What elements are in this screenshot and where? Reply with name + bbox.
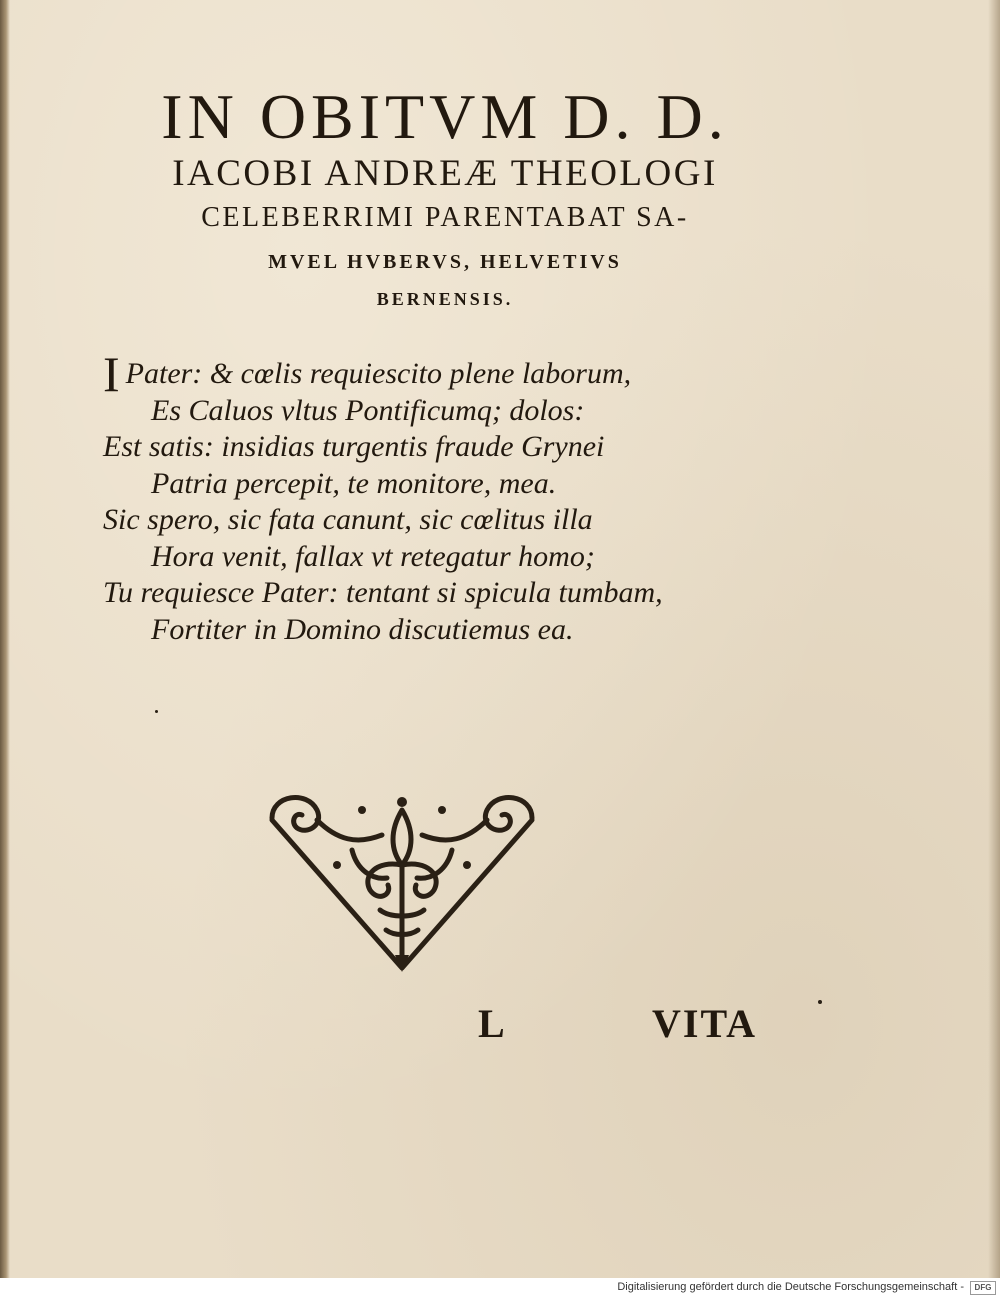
title-line-3: CELEBERRIMI PARENTABAT SA- bbox=[201, 202, 689, 233]
poem-line-8: Fortiter in Domino discutiemus ea. bbox=[151, 612, 574, 646]
poem-line-5: Sic spero, sic fata canunt, sic cœlitus illa bbox=[103, 503, 593, 536]
signature-mark: L bbox=[478, 1001, 507, 1046]
title-block bbox=[100, 82, 790, 314]
ink-speck bbox=[818, 1000, 822, 1004]
title-line-2: IACOBI ANDREÆ THEOLOGI bbox=[172, 153, 718, 194]
title-line-4: MVEL HVBERVS, HELVETIVS bbox=[268, 251, 622, 273]
poem-line-3: Est satis: insidias turgentis fraude Grynei bbox=[103, 430, 605, 463]
catchword: VITA bbox=[652, 1001, 758, 1046]
digitization-footer bbox=[0, 1278, 1000, 1298]
poem-line-4: Patria percepit, te monitore, mea. bbox=[151, 466, 557, 500]
dfg-logo-icon: DFG bbox=[970, 1281, 996, 1295]
poem-line-1 bbox=[103, 346, 723, 402]
page-gutter-shadow bbox=[0, 0, 10, 1278]
poem-line-7: Tu requiesce Pater: tentant si spicula tumbam, bbox=[103, 576, 663, 609]
ink-speck bbox=[155, 710, 158, 713]
footer-credit: Digitalisierung gefördert durch die Deutsche Forschungsgemeinschaft - bbox=[617, 1281, 964, 1293]
poem-line-text: Pater: & cœlis requiescito plene laborum, bbox=[125, 357, 632, 390]
page-edge-shadow bbox=[988, 0, 1000, 1278]
poem-line-6: Hora venit, fallax vt retegatur homo; bbox=[151, 539, 595, 573]
title-line-1: IN OBITVM D. D. bbox=[161, 81, 729, 152]
poem-line-2: Es Caluos vltus Pontificumq; dolos: bbox=[151, 393, 585, 427]
fleuron-ornament-icon bbox=[262, 790, 542, 975]
poem bbox=[103, 346, 723, 648]
drop-cap: I bbox=[103, 346, 120, 402]
title-line-5: BERNENSIS. bbox=[376, 289, 514, 309]
